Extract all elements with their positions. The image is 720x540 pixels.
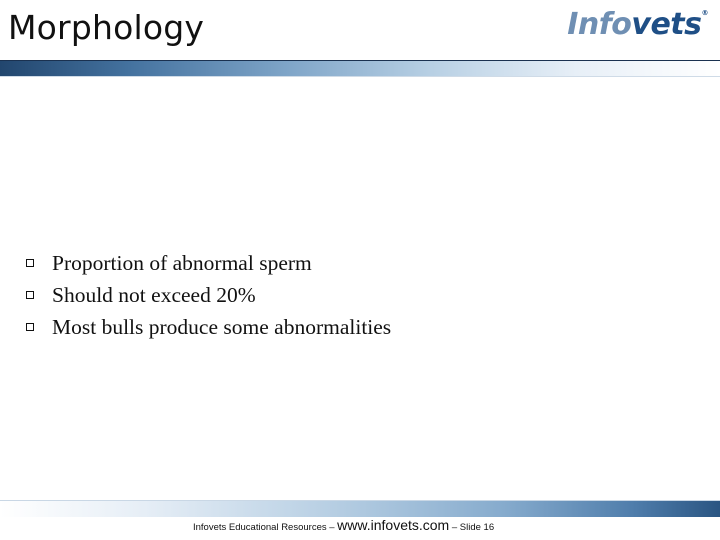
square-bullet-icon xyxy=(26,323,34,331)
logo-text-info: Info xyxy=(567,7,632,42)
bullet-text: Most bulls produce some abnormalities xyxy=(52,315,392,339)
footer-slide-number: – Slide 16 xyxy=(449,522,495,533)
bullet-text: Should not exceed 20% xyxy=(52,283,256,307)
square-bullet-icon xyxy=(26,259,34,267)
bullet-item xyxy=(24,247,391,279)
bullet-text: Proportion of abnormal sperm xyxy=(52,251,312,275)
square-bullet-icon xyxy=(26,291,34,299)
slide-title: Morphology xyxy=(8,8,205,47)
logo-text-vets: vets xyxy=(631,7,702,42)
bullet-item xyxy=(24,311,391,343)
infovets-logo[interactable] xyxy=(567,7,708,42)
registered-mark: ® xyxy=(701,9,708,17)
footer xyxy=(193,517,494,533)
top-gradient-bar xyxy=(0,60,720,77)
bullet-item xyxy=(24,279,391,311)
footer-url-link[interactable]: www.infovets.com xyxy=(337,517,450,533)
footer-prefix: Infovets Educational Resources – xyxy=(193,522,338,533)
bullet-list xyxy=(24,247,391,343)
bottom-gradient-bar xyxy=(0,500,720,517)
